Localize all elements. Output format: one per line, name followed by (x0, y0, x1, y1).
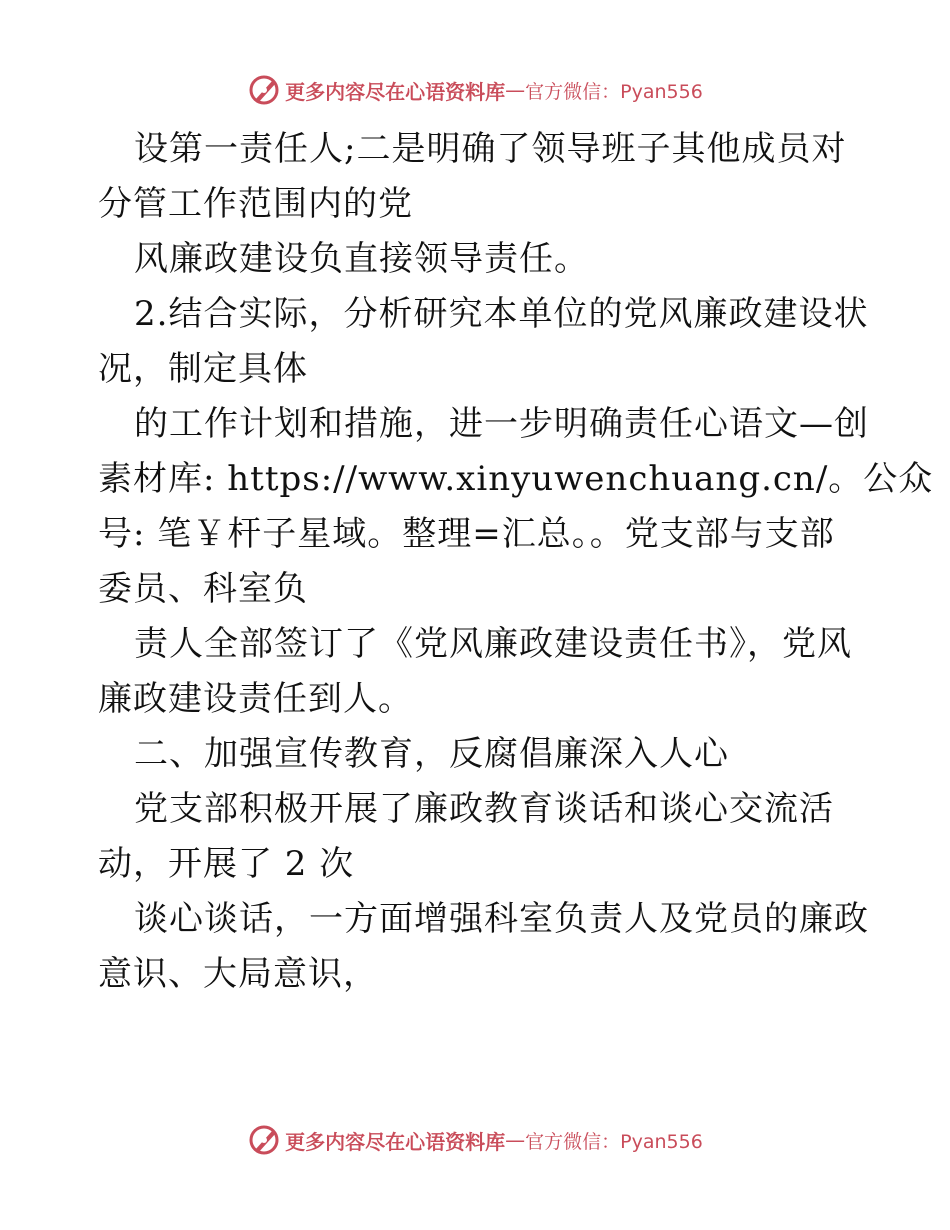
banner-separator: — (505, 78, 526, 102)
text-line: 二、加强宣传教育，反腐倡廉深入人心 (134, 734, 729, 774)
banner-wechat-text: 官方微信：Pyan556 (525, 1130, 703, 1153)
pen-circle-logo-icon (247, 73, 281, 107)
text-line: 设第一责任人;二是明确了领导班子其他成员对 (134, 129, 847, 169)
pen-circle-logo-icon (247, 1123, 281, 1157)
banner-site-text: 更多内容尽在心语资料库 (285, 79, 506, 104)
text-line: 风廉政建设负直接领导责任。 (134, 239, 589, 279)
footer-banner (0, 1120, 950, 1160)
text-line: 党支部积极开展了廉政教育谈话和谈心交流活 (134, 789, 834, 829)
text-line: 素材库: https://www.xinyuwenchuang.cn/。公众 (98, 459, 934, 499)
text-line: 意识、大局意识， (98, 954, 378, 994)
text-line: 2.结合实际，分析研究本单位的党风廉政建设状 (134, 294, 869, 334)
header-banner (0, 70, 950, 110)
banner-separator: — (505, 1128, 526, 1152)
text-line: 况，制定具体 (98, 349, 308, 389)
banner-wechat-text: 官方微信：Pyan556 (525, 80, 703, 103)
text-line: 号: 笔￥杆子星域。整理=汇总。。党支部与支部 (98, 514, 835, 554)
banner-site-text: 更多内容尽在心语资料库 (285, 1129, 506, 1154)
text-line: 分管工作范围内的党 (98, 184, 413, 224)
text-line: 责人全部签订了《党风廉政建设责任书》，党风 (134, 624, 852, 664)
text-line: 委员、科室负 (98, 569, 308, 609)
text-line: 谈心谈话，一方面增强科室负责人及党员的廉政 (134, 899, 869, 939)
text-line: 的工作计划和措施，进一步明确责任心语文—创 (134, 404, 869, 444)
document-body (98, 122, 934, 1002)
text-line: 廉政建设责任到人。 (98, 679, 413, 719)
text-line: 动，开展了 2 次 (98, 844, 355, 884)
